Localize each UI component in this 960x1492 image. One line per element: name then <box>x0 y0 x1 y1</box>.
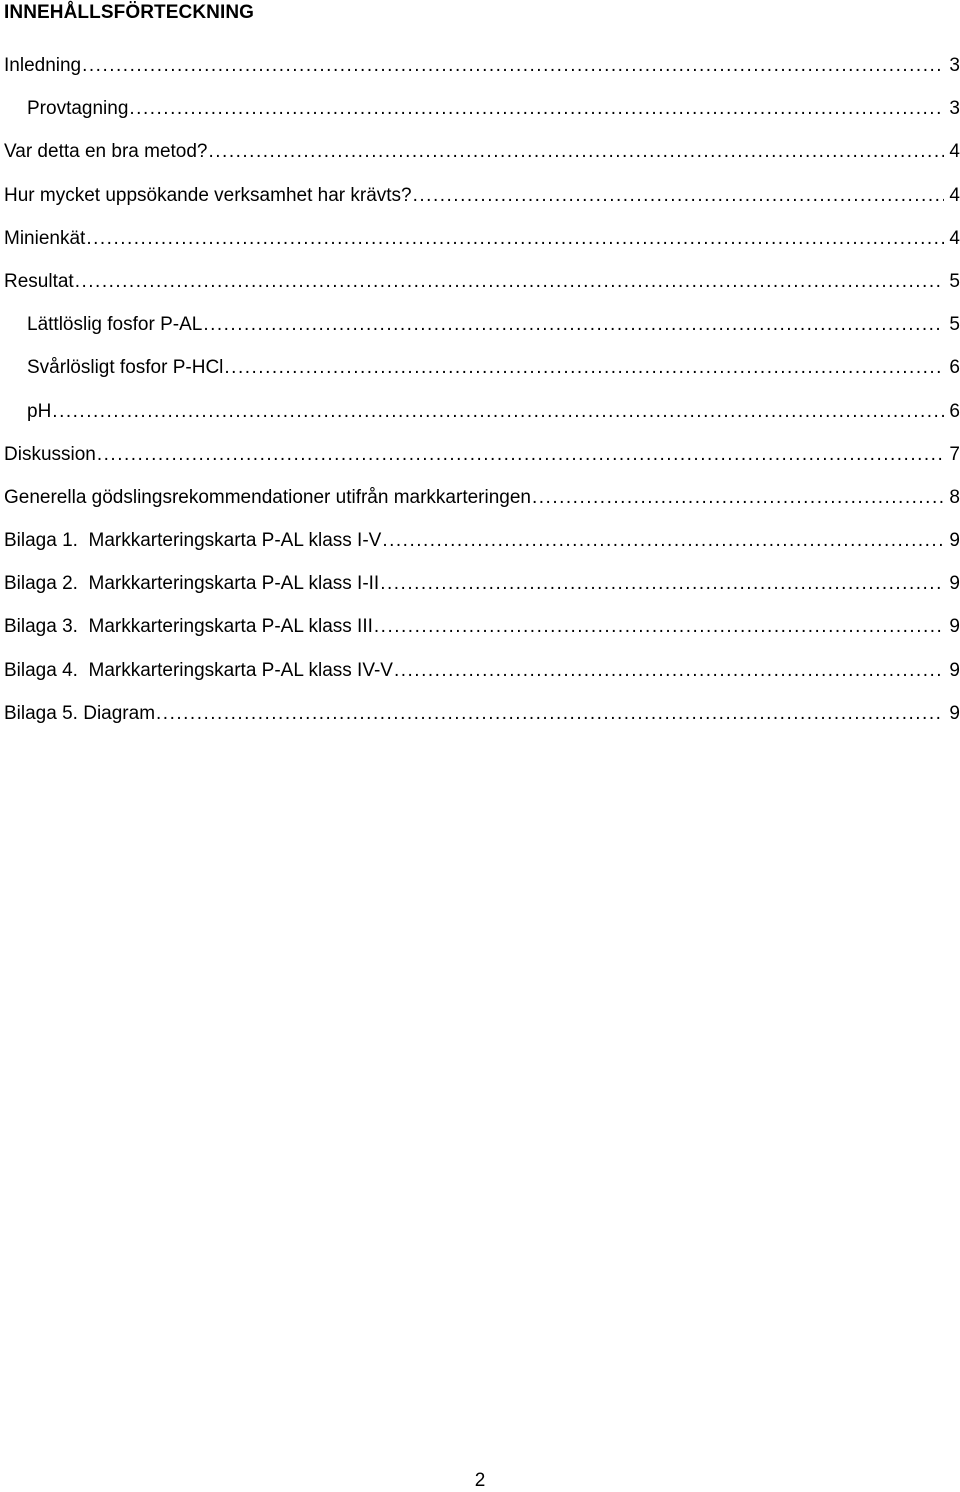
toc-entry-label: Bilaga 4. Markkarteringskarta P-AL klass IV-V <box>4 659 393 681</box>
toc-entry-label: Lättlöslig fosfor P-AL <box>27 314 203 336</box>
dot-leader <box>75 271 944 293</box>
dot-leader <box>86 228 944 250</box>
toc-entry-godslingsrekommendationer[interactable] <box>4 487 960 530</box>
dot-leader <box>374 616 944 638</box>
toc-entry-bilaga-5[interactable] <box>4 703 960 746</box>
toc-entry-label: Minienkät <box>4 227 86 249</box>
dot-leader <box>156 703 944 725</box>
toc-entry-label: Bilaga 5. Diagram <box>4 702 156 724</box>
toc-entry-inledning[interactable] <box>4 55 960 98</box>
toc-entry-page: 9 <box>949 702 960 724</box>
toc-list <box>4 55 960 746</box>
toc-entry-diskussion[interactable] <box>4 444 960 487</box>
toc-entry-svarlosligt-fosfor[interactable] <box>4 357 960 400</box>
toc-entry-bilaga-1[interactable] <box>4 530 960 573</box>
toc-entry-label: pH <box>27 400 52 422</box>
toc-entry-page: 5 <box>949 314 960 336</box>
toc-entry-page: 3 <box>949 98 960 120</box>
dot-leader <box>413 185 944 207</box>
toc-entry-uppsokande-verksamhet[interactable] <box>4 185 960 228</box>
toc-entry-label: Var detta en bra metod? <box>4 141 208 163</box>
toc-entry-page: 5 <box>949 270 960 292</box>
dot-leader <box>532 487 944 509</box>
toc-entry-label: Provtagning <box>27 98 129 120</box>
toc-entry-label: Inledning <box>4 55 82 76</box>
toc-entry-page: 9 <box>949 573 960 595</box>
toc-entry-label: Hur mycket uppsökande verksamhet har krävts? <box>4 184 412 206</box>
toc-entry-bra-metod[interactable] <box>4 141 960 184</box>
toc-entry-label: Svårlösligt fosfor P-HCl <box>27 357 224 379</box>
toc-entry-page: 9 <box>949 530 960 552</box>
toc-entry-minienkat[interactable] <box>4 228 960 271</box>
toc-entry-ph[interactable] <box>4 401 960 444</box>
toc-entry-page: 8 <box>949 486 960 508</box>
dot-leader <box>224 357 944 379</box>
toc-entry-page: 7 <box>949 443 960 465</box>
toc-entry-page: 6 <box>949 400 960 422</box>
toc-entry-page: 4 <box>949 184 960 206</box>
dot-leader <box>129 98 944 120</box>
toc-entry-label: Resultat <box>4 270 74 292</box>
toc-entry-page: 9 <box>949 659 960 681</box>
toc-entry-label: Bilaga 3. Markkarteringskarta P-AL klass III <box>4 616 373 638</box>
dot-leader <box>203 314 944 336</box>
toc-entry-page: 3 <box>949 55 960 76</box>
toc-entry-label: Bilaga 2. Markkarteringskarta P-AL klass I-II <box>4 573 380 595</box>
toc-entry-resultat[interactable] <box>4 271 960 314</box>
toc-entry-label: Bilaga 1. Markkarteringskarta P-AL klass I-V <box>4 530 382 552</box>
toc-entry-lattloslig-fosfor[interactable] <box>4 314 960 357</box>
dot-leader <box>380 573 944 595</box>
toc-entry-bilaga-4[interactable] <box>4 660 960 703</box>
toc-entry-bilaga-3[interactable] <box>4 616 960 659</box>
toc-entry-page: 4 <box>949 227 960 249</box>
dot-leader <box>209 141 945 163</box>
toc-entry-bilaga-2[interactable] <box>4 573 960 616</box>
toc-title: INNEHÅLLSFÖRTECKNING <box>4 2 255 23</box>
page-number: 2 <box>474 1470 486 1491</box>
dot-leader <box>82 55 944 77</box>
dot-leader <box>97 444 944 466</box>
dot-leader <box>52 401 944 423</box>
dot-leader <box>382 530 944 552</box>
toc-entry-page: 9 <box>949 616 960 638</box>
toc-entry-provtagning[interactable] <box>4 98 960 141</box>
toc-entry-label: Generella gödslingsrekommendationer utifrån markkarteringen <box>4 486 531 508</box>
toc-entry-page: 6 <box>949 357 960 379</box>
dot-leader <box>394 660 944 682</box>
toc-entry-label: Diskussion <box>4 443 96 465</box>
toc-entry-page: 4 <box>949 141 960 163</box>
